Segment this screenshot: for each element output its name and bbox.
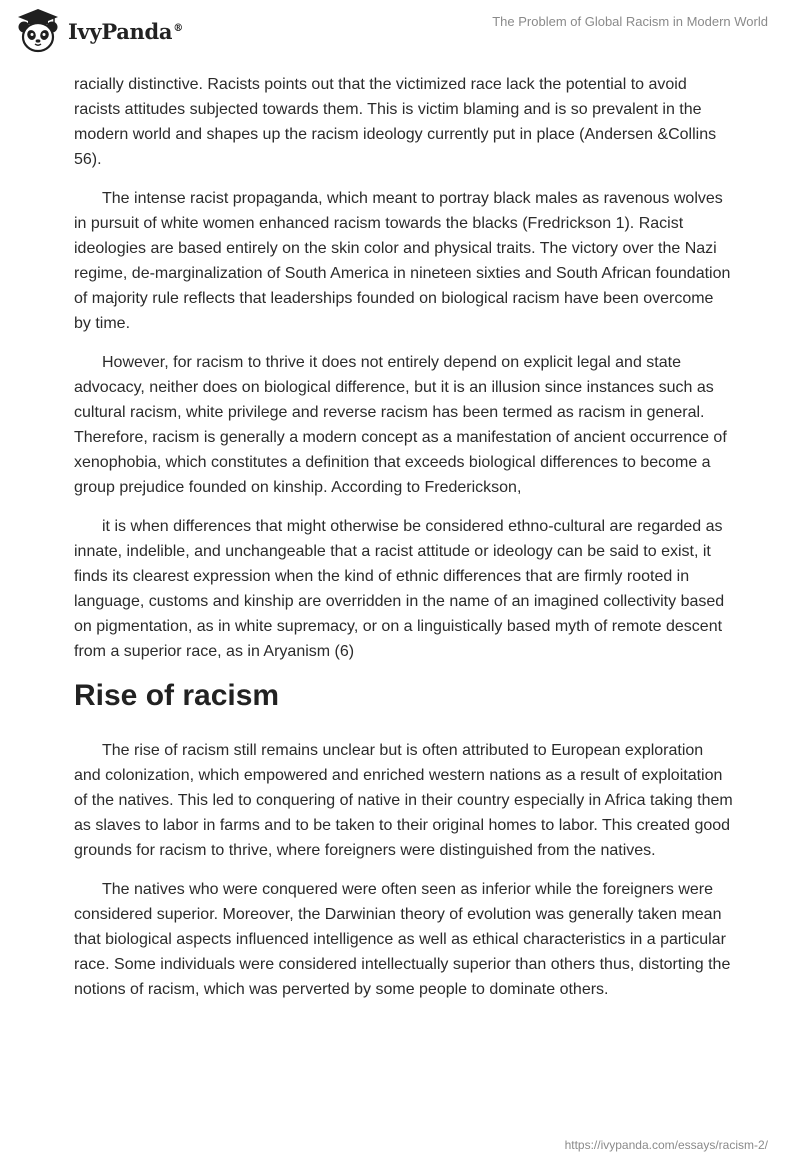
block-quote: it is when differences that might otherwise be considered ethno-cultural are regarded as innate, indelible, and unchangeable that a racist attitude or ideology can be said to exist, it finds its clearest expression when the kind of ethnic differences that are firmly rooted in language, customs and kinship are overridden in the name of an imagined collectivity based on pigmentation, as in white supremacy, or on a linguistically based myth of remote descent from a superior race, as in Aryanism (6) [74,518,725,660]
section-heading: Rise of racism [74,679,280,712]
brand-wordmark: IvyPanda [68,18,173,44]
paragraph: However, for racism to thrive it does not entirely depend on explicit legal and state advocacy, neither does on biological difference, but it is an illusion since instances such as cultural racism, white privilege and reverse racism has been termed as racism in general. Therefore, racism is generally a modern concept as a manifestation of ancient occurrence of xenophobia, which constitutes a definition that exceeds biological differences to become a group prejudice founded on kinship. According to Frederickson, [74,354,727,496]
page-header [0,0,800,70]
essay-content [74,72,734,1016]
paragraph: The natives who were conquered were often seen as inferior while the foreigners were considered superior. Moreover, the Darwinian theory of evolution was generally taken mean that biological aspects influenced intelligence as well as ethical characteristics in a particular race. Some individuals were considered intellectually superior than others thus, distorting the notions of racism, which was perverted by some people to dominate others. [74,881,731,998]
registered-mark: ® [173,22,183,34]
brand-name [68,19,183,44]
ivypanda-logo[interactable] [14,6,183,54]
source-url[interactable]: https://ivypanda.com/essays/racism-2/ [564,1138,768,1152]
panda-graduate-icon [14,6,62,54]
document-title: The Problem of Global Racism in Modern World [492,14,768,29]
paragraph: racially distinctive. Racists points out that the victimized race lack the potential to avoid racists attitudes subjected towards them. This is victim blaming and is so prevalent in the modern world and shapes up the racism ideology currently put in place (Andersen &Collins 56). [74,76,717,168]
paragraph: The intense racist propaganda, which meant to portray black males as ravenous wolves in pursuit of white women enhanced racism towards the blacks (Fredrickson 1). Racist ideologies are based entirely on the skin color and physical traits. The victory over the Nazi regime, de-marginalization of South America in nineteen sixties and South African foundation of majority rule reflects that leaderships founded on biological racism have been overcome by time. [74,190,731,332]
paragraph: The rise of racism still remains unclear but is often attributed to European exploration and colonization, which empowered and enriched western nations as a result of exploitation of the natives. This led to conquering of native in their country especially in Africa taking them as slaves to labor in farms and to be taken to their original homes to labor. This created good grounds for racism to thrive, where foreigners were distinguished from the natives. [74,742,733,859]
